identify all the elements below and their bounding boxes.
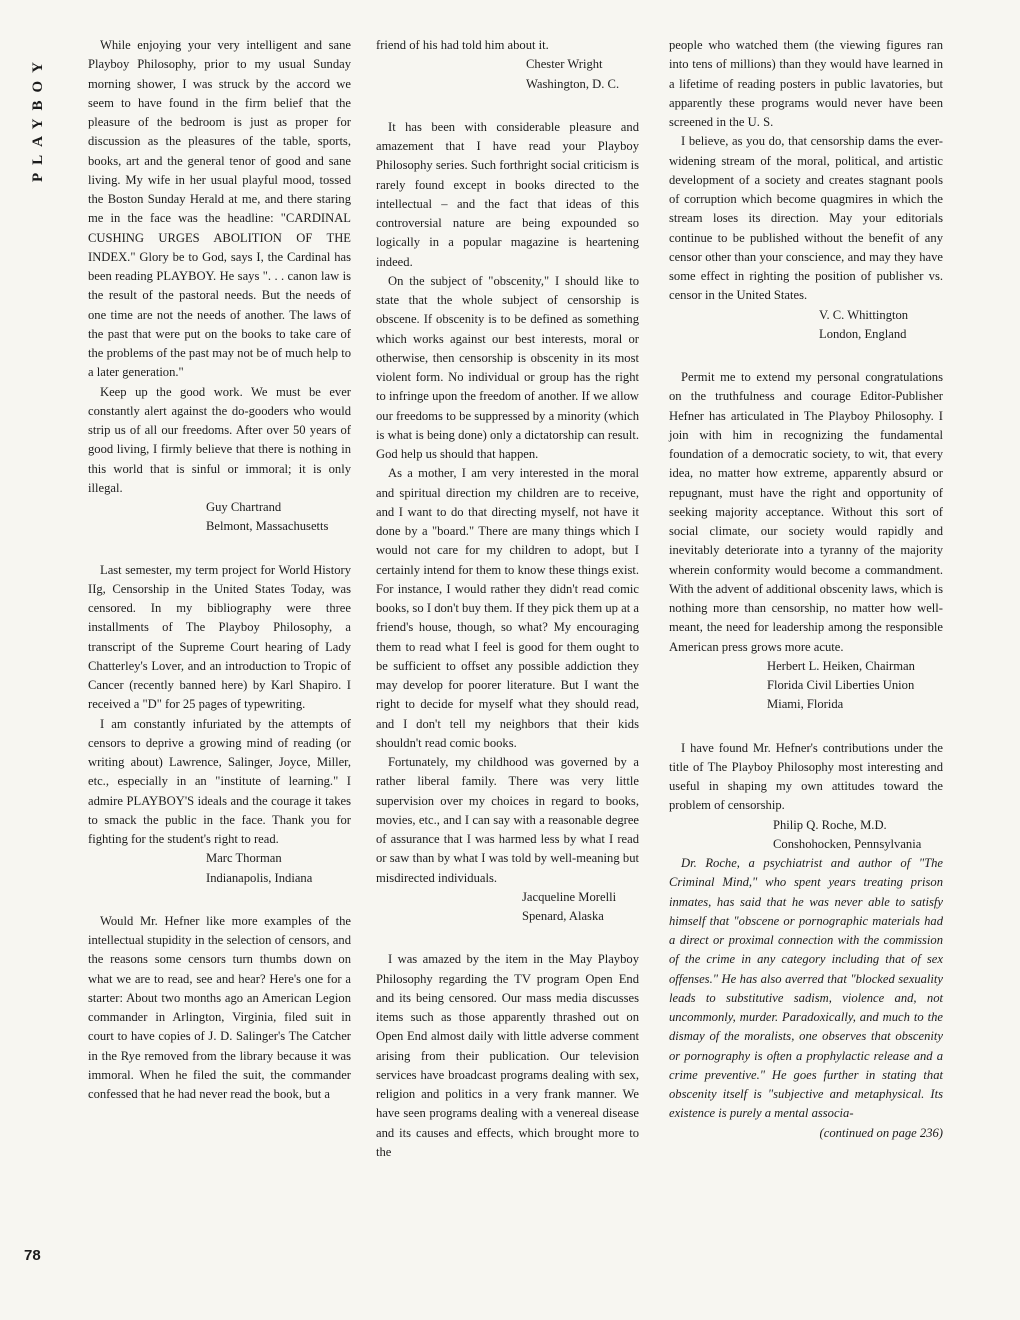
signature-location: Belmont, Massachusetts — [206, 519, 329, 534]
letter-paragraph: As a mother, I am very interested in the moral and spiritual direction my children are to receive, and I want to do that directing myself, not have it done by a "board." There are many things which I would not care for my children to adopt, but I certainly intend for them to know these things exist. For instance, I would rather they didn't read comic books, so I don't buy them. If they pick them up at a friend's house, though, so what? My encouraging them to read what I feel is good for them ought to be sufficient to offset any possible addiction they may develop for poorer literature. But I want the right to decide for myself what they should read, and I don't tell my neighbors that their kids shouldn't read comic books. — [376, 466, 639, 750]
page-number: 78 — [24, 1247, 41, 1264]
letter-whittington — [376, 950, 639, 1162]
letter-signature — [669, 816, 943, 855]
magazine-running-head — [26, 38, 46, 182]
letter-paragraph: Would Mr. Hefner like more examples of the intellectual stupidity in the selection of censors, and the reasons some censors turn thumbs down on what we are to read, see and hear? Here's one for a starter: About two months ago an American Legion commander in Arlington, Virginia, filed suit in court to have copies of J. D. Salinger's The Catcher in the Rye removed from the library because it was immoral. When he filed the suit, the commander confessed that he had never read the book, but a — [88, 913, 351, 1101]
letter-paragraph: Keep up the good work. We must be ever constantly alert against the do-gooders who would strip us of all our freedoms. After over 50 years of good living, I firmly believe that there is nothing in this world that is sinful or immoral; it is only illegal. — [88, 384, 351, 495]
letter-chartrand — [88, 36, 351, 537]
signature-name: Marc Thorman — [206, 851, 282, 866]
signature-location: Indianapolis, Indiana — [206, 870, 313, 885]
letter-signature — [376, 888, 639, 927]
letter-signature — [88, 498, 351, 537]
signature-name: Guy Chartrand — [206, 500, 282, 514]
signature-name: Philip Q. Roche, M.D. — [773, 817, 887, 832]
letter-paragraph: On the subject of "obscenity," I should like to state that the whole subject of censorship is obscene. If obscenity is to be defined as something which works against our best interests, moral or otherwise, then censorship is obscenity in its most violent form. No individual or group has the right to infringe upon the freedom of another. If we allow our freedoms to be suppressed by a minority (which is what is being done) only a dictatorship can result. God help us should that happen. — [376, 273, 639, 461]
signature-name: V. C. Whittington — [819, 307, 909, 322]
signature-location: Washington, D. C. — [526, 76, 620, 91]
letter-signature — [669, 657, 943, 715]
signature-organization: Florida Civil Liberties Union — [767, 678, 915, 692]
letter-paragraph: I was amazed by the item in the May Playboy Philosophy regarding the TV program Open End and its being censored. Our mass media discusses items such as those apparently thrashed out on Open End almost daily with little adverse comment arising from their publication. Our television services have broadcast programs dealing with sex, religion and politics in a very frank manner. We have seen programs dealing with a venereal disease and its causes and effects, which brought more to the — [376, 952, 639, 1159]
column-3 — [669, 36, 943, 1143]
letter-morelli — [376, 118, 639, 927]
letter-paragraph: people who watched them (the viewing figures ran into tens of millions) than they would have learned in a lifetime of reading posters in public lavatories, but apparently these programs would never have been screened in the U. S. — [669, 38, 943, 129]
letter-signature — [376, 55, 639, 94]
letter-heiken — [669, 368, 943, 715]
letter-signature — [669, 306, 943, 345]
letter-signature — [88, 849, 351, 888]
letter-paragraph: I believe, as you do, that censorship dams the ever-widening stream of the moral, political, and artistic development of a society and creates stagnant pools of corruption which become quagmires in which the stream loses its direction. May your editorials continue to be published without the benefit of any censor other than your conscience, and may they have some effect in righting the position of publisher vs. censor in the United States. — [669, 134, 943, 303]
letter-paragraph: friend of his had told him about it. — [376, 38, 549, 52]
letter-paragraph: I am constantly infuriated by the attempts of censors to deprive a growing mind of reading (or writing about) Lawrence, Salinger, Joyce, Miller, etc., especially in an "institute of learning." I admire PLAYBOY'S ideals and the courage it takes to smack the public in the face. Thank you for fighting for the student's right to read. — [88, 716, 351, 846]
letter-wright — [88, 912, 351, 1105]
signature-location: Spenard, Alaska — [522, 909, 604, 923]
signature-name: Herbert L. Heiken, Chairman — [767, 658, 915, 673]
letter-wright-continued — [376, 36, 639, 94]
signature-location: Miami, Florida — [767, 697, 844, 712]
column-1 — [88, 36, 351, 1104]
continued-note: (continued on page 236) — [819, 1125, 943, 1140]
signature-name: Chester Wright — [526, 57, 603, 72]
letter-paragraph: Fortunately, my childhood was governed by a rather liberal family. There was very little supervision over my choices in regard to books, movies, etc., and I can say with a reasonable degree of assurance that I was harmed less by what I read or saw than by what I was told by well-meaning but misdirected individuals. — [376, 755, 639, 885]
magazine-name: PLAYBOY — [30, 54, 46, 182]
letter-paragraph: It has been with considerable pleasure and amazement that I have read your Playboy Philosophy series. Such forthright social criticism is rarely found except in books directed to the intellectual – and the fact that ideas of this controversial nature are being expounded so logically in a popular magazine is heartening indeed. — [376, 119, 639, 269]
letter-thorman — [88, 561, 351, 888]
signature-location: Conshohocken, Pennsylvania — [773, 836, 922, 851]
signature-location: London, England — [819, 326, 907, 341]
letter-paragraph: Permit me to extend my personal congratulations on the truthfulness and courage Editor-Publisher Hefner has articulated in The Playboy Philosophy. I join with him in recognizing the fundamental foundation of a democratic society, to wit, that every idea, no matter how extreme, apparently absurd or repugnant, must have the right and opportunity of seeking majority acceptance. Without this sort of social climate, our society would rapidly and inevitably deteriorate into a tyranny of the majority wherein conformity would become a commandment. With the advent of additional obscenity laws, which is nothing more than censorship, no matter how well-meant, the need for leadership among the responsible American press grows more acute. — [669, 370, 943, 654]
letter-whittington-continued — [669, 36, 943, 344]
letter-paragraph: While enjoying your very intelligent and sane Playboy Philosophy, prior to my usual Sunday morning shower, I was struck by the accord we seem to have found in the firm belief that the pleasure of the bedroom is just as proper for discussion as the pleasures of the table, sports, books, art and the general tenor of good and sane living. My wife in her usual playful mood, tossed the Boston Sunday Herald at me, and there staring me in the face was the headline: "CARDINAL CUSHING URGES ABOLITION OF THE INDEX." Glory be to God, says I, the Cardinal has been reading PLAYBOY. He says ". . . canon law is the result of the pastoral needs. But the needs of one time are not the needs of another. The laws of the past that were put on the books to take care of the problems of the past may not be of much help to a later generation." — [88, 38, 351, 380]
letter-paragraph: Last semester, my term project for World History IIg, Censorship in the United States Today, was censored. In my bibliography were three installments of The Playboy Philosophy, a transcript of the Supreme Court hearing of Lady Chatterley's Lover, and an introduction to Tropic of Cancer (recently banned here) by Karl Shapiro. I received a "D" for 25 pages of typewriting. — [88, 562, 351, 712]
signature-name: Jacqueline Morelli — [522, 889, 617, 904]
column-2 — [376, 36, 639, 1162]
editor-note: Dr. Roche, a psychiatrist and author of "The Criminal Mind," who spent years treating prison inmates, has said that he was never able to satisfy himself that "obscene or pornographic materials had a direct or proximal connection with the commission of the crime in any category including that of sex offenses." He has also averred that "blocked sexuality leads to substitutive sadism, violence and, not uncommonly, murder. Paradoxically, and much to the dismay of the moralists, one observes that obscenity or pornography is often a prophylactic release and a crime preventive." He goes further in stating that obscenity itself is "subjective and metaphysical. Its existence is purely a mental associa- — [669, 856, 943, 1121]
letter-paragraph: I have found Mr. Hefner's contributions under the title of The Playboy Philosophy most interesting and useful in shaping my own attitudes toward the problem of censorship. — [669, 740, 943, 813]
letter-roche — [669, 739, 943, 1143]
